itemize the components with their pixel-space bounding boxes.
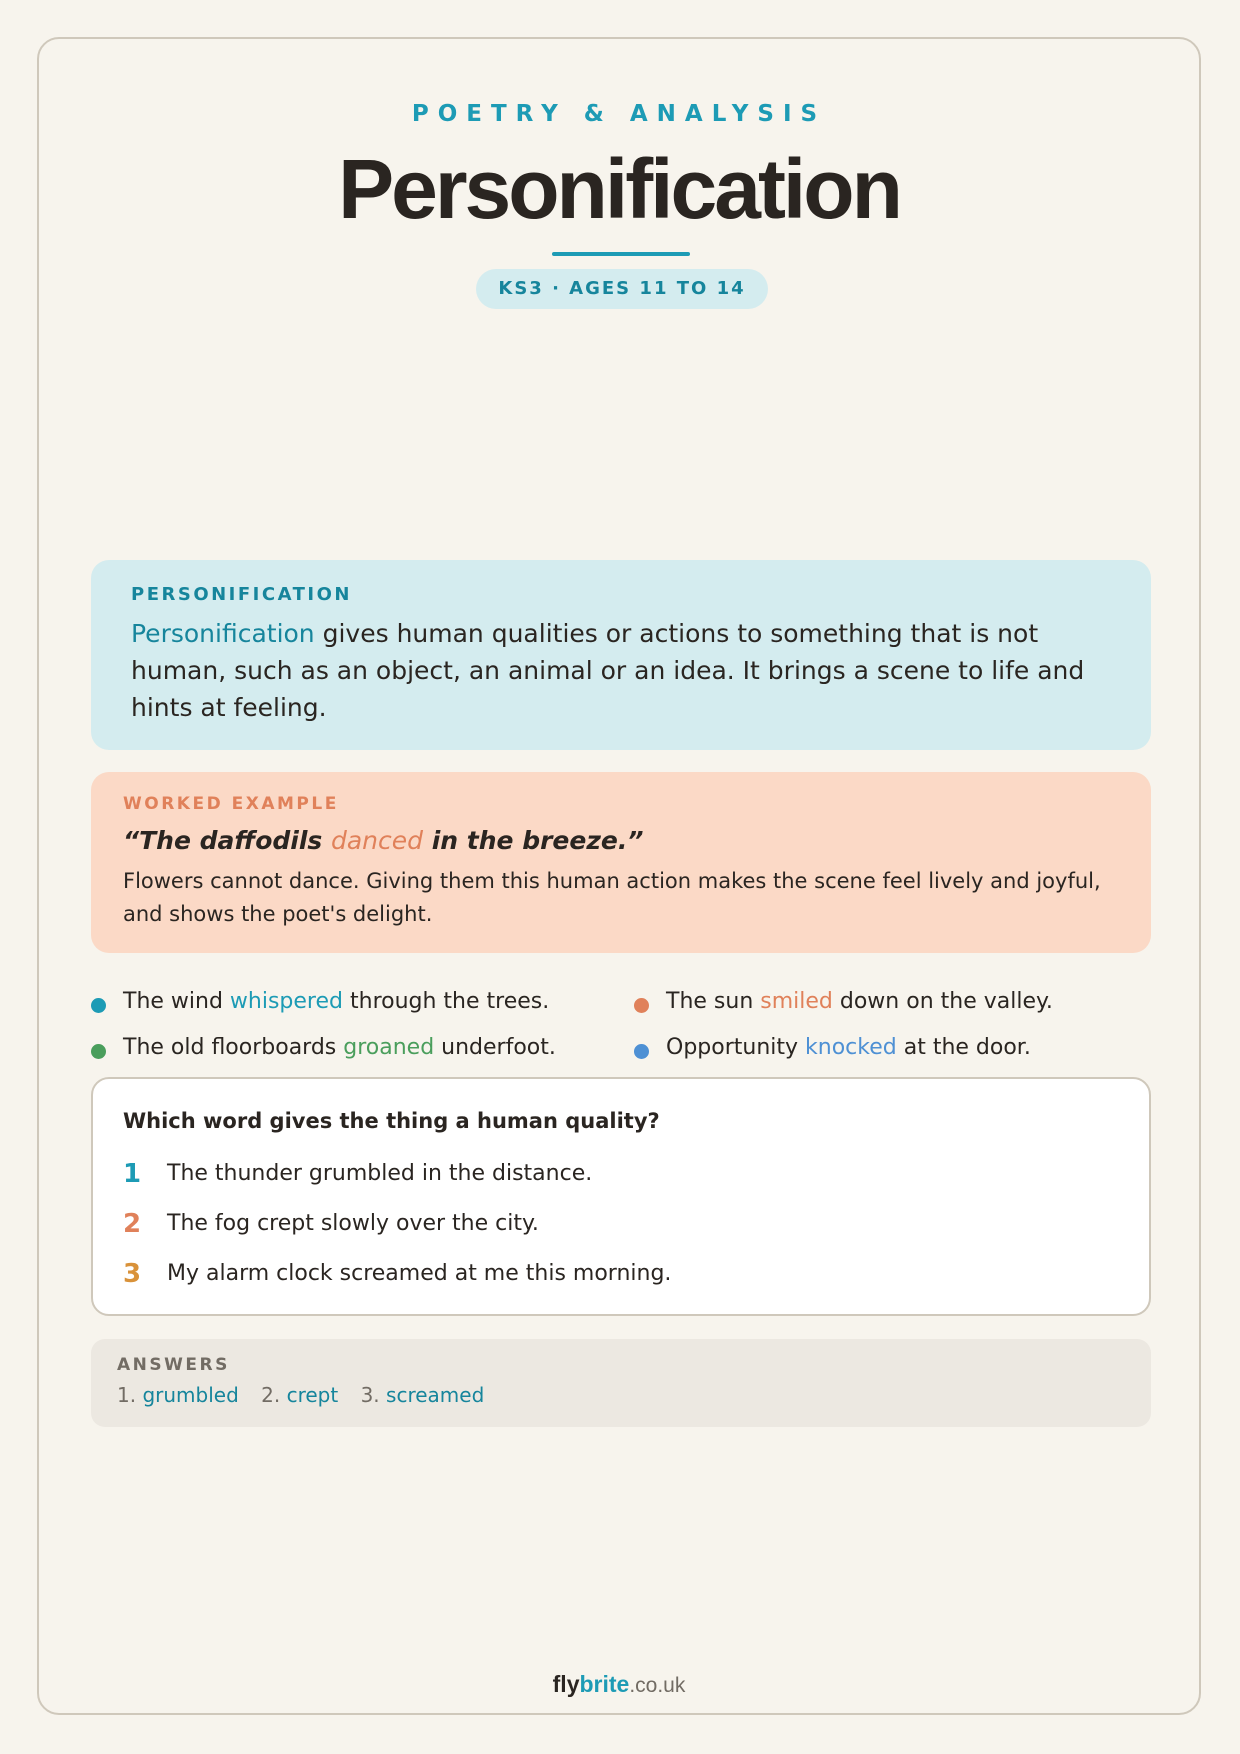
example-after: at the door. [896,1035,1031,1060]
page-title: Personification [338,142,900,236]
quiz-sentence: My alarm clock screamed at me this morning. [167,1261,672,1286]
worked-example-quote [123,826,1113,855]
bullet-dot-icon [91,998,106,1013]
definition-body: gives human qualities or actions to something that is not human, such as an object, an animal or an idea. It brings a scene to life and hints at feeling. [131,619,1085,722]
footer-brand [39,1671,1199,1698]
worked-example-explanation: Flowers cannot dance. Giving them this human action makes the scene feel lively and joyful, and shows the poet's delight. [123,869,1101,926]
definition-card [91,560,1151,750]
answer-number: 3. [360,1383,380,1407]
quiz-question: Which word gives the thing a human quality? [123,1109,660,1133]
worksheet-page [37,37,1201,1715]
example-after: down on the valley. [832,989,1053,1014]
worked-example-label: WORKED EXAMPLE [123,794,339,814]
answers-row [117,1383,1125,1407]
example-word: groaned [343,1035,435,1060]
example-before: Opportunity [666,1035,806,1060]
example-after: through the trees. [343,989,550,1014]
answer-word: grumbled [142,1383,239,1407]
definition-text [131,615,1113,726]
example-text [666,1035,1031,1060]
example-word: knocked [805,1035,897,1060]
quiz-sentence: The thunder grumbled in the distance. [167,1161,593,1186]
quiz-box [91,1077,1151,1316]
quiz-sentence: The fog crept slowly over the city. [167,1211,539,1236]
quote-end: in the breeze.” [423,826,644,855]
worked-example-card [91,772,1151,953]
answers-box [91,1339,1151,1427]
example-before: The wind [123,989,230,1014]
quiz-number: 3 [123,1259,142,1289]
subject-kicker: POETRY & ANALYSIS [411,101,827,127]
brand-part-fly: fly [552,1671,580,1697]
example-word: smiled [760,989,833,1014]
bullet-dot-icon [634,998,649,1013]
quote-highlight: danced [330,826,424,855]
definition-label: PERSONIFICATION [131,584,352,605]
example-before: The sun [666,989,761,1014]
quiz-number: 1 [123,1159,142,1189]
example-text [123,1035,556,1060]
bullet-dot-icon [91,1044,106,1059]
answers-label: ANSWERS [117,1355,230,1375]
answer-word: crept [286,1383,339,1407]
title-underline [552,252,690,256]
brand-domain: .co.uk [629,1674,686,1697]
answer-number: 2. [261,1383,281,1407]
answer-word: screamed [386,1383,485,1407]
bullet-dot-icon [634,1044,649,1059]
definition-term: Personification [131,619,315,648]
quiz-number: 2 [123,1209,142,1239]
example-text [123,989,549,1014]
example-text [666,989,1053,1014]
example-after: underfoot. [434,1035,556,1060]
quote-start: “The daffodils [123,826,331,855]
brand-part-brite: brite [579,1671,630,1697]
level-badge: KS3 · AGES 11 TO 14 [476,269,768,309]
examples-list [91,989,1151,1089]
example-before: The old floorboards [123,1035,344,1060]
answer-number: 1. [117,1383,137,1407]
example-word: whispered [229,989,343,1014]
